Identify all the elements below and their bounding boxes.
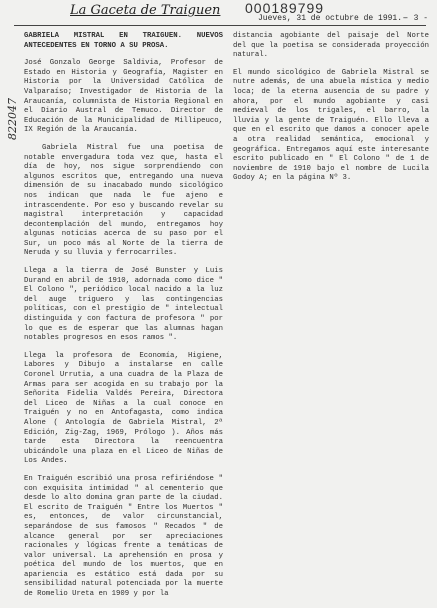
article-headline: GABRIELA MISTRAL EN TRAIGUEN. NUEVOS ANTECEDENTES EN TORNO A SU PROSA. — [24, 32, 223, 50]
article-paragraph: distancia agobiante del paisaje del Norte del que la poetisa se considerada proyección natural. — [233, 32, 429, 60]
article-paragraph: Llega a la tierra de José Bunster y Luis Durand en abril de 1910, adornada como dice " El Colono ", periódico local nacido a la luz del auge triguero y las contingencias políticas, con el prestigio de " intelectual distinguida y con factura de profesora " por lo que es de esperar que las alumnas hagan notables progresos en esos ramos ". — [24, 267, 223, 343]
article-paragraph: Gabriela Mistral fue una poetisa de notable envergadura toda vez que, hasta el día de hoy, nos sigue sorprendiendo con algunos escritos que, entregando una nueva dimensión de su inacabado mundo sicológico nos indican que nada le fue ajeno e intrascendente. Por eso y buscando revelar su magistral interpretación y capacidad decontemplación del mundo, entregamos hoy algunas noticias acerca de su paso por el Sur, un poco más al Norte de la tierra de Neruda y su lluvia y ferrocarriles. — [24, 143, 223, 258]
archive-stamp-number: 000189799 — [245, 0, 325, 16]
header-rule — [14, 25, 426, 26]
masthead-title: La Gaceta de Traiguen — [70, 3, 221, 18]
page-number: - 3 - — [404, 14, 429, 23]
handwritten-margin-note: 822047 — [6, 98, 19, 140]
author-bio-paragraph: José Gonzalo George Saldivia, Profesor de Estado en Historia y Geografía, Magister en Historia por la Universidad Católica de Valparaíso; Investigador de Historia de la Araucanía, columnista de Historia Regional en el Diario Austral de Temuco. Director de Educación de la Municipalidad de Millipeuco, IX Región de la Araucanía. — [24, 59, 223, 135]
article-paragraph: El mundo sicológico de Gabriela Mistral se nutre además, de una abuela mística y medio loca; de la eterna ausencia de su padre y ahora, por el mundo agobiante y casi medieval de los trigales, el barro, la lluvia y la gente de Traiguén. Ello lleva a que en el escrito que damos a conocer apele a otra realidad semántica, emocional y geográfica. Entregamos aquí este interesante escrito publicado en " El Colono " de 1 de noviembre de 1910 bajo el nombre de Lucila Godoy A; en la página Nº 3. — [233, 68, 429, 183]
publication-date: Jueves, 31 de octubre de 1991.- — [258, 14, 407, 23]
article-paragraph: Llega la profesora de Economía, Higiene, Labores y Dibujo a instalarse en calle Coronel Urrutia, a una cuadra de la Plaza de Armas para ser acogida en su trabajo por la Señorita Fidelia Valdés Pereira, Directora del Liceo de Niñas a la cual conoce en Traiguén y no en Antofagasta, como indica Alone ( Antología de Gabriela Mistral, 2ª Edición, Zig-Zag, 1969, Prólogo ). Años más tarde esta Directora la reencuentra ubicándole una plaza en el Liceo de Niñas de Los Andes. — [24, 351, 223, 466]
right-column — [233, 32, 429, 192]
left-column — [24, 32, 223, 608]
article-paragraph: En Traiguén escribió una prosa refiriéndose " con exquisita intimidad " al cementerio que desde lo alto domina gran parte de la ciudad. El escrito de Traiguén " Entre los Muertos " es, entonces, de valor circunstancial, separándose de sus famosos " Recados " de alcance general por ser apreciaciones racionales y lógicas frente a temáticas de valor universal. La aprehensión en prosa y poética del mundo de los muertos, que en apariencia es estático está dada por su sensibilidad natural potenciada por la muerte de Romelio Ureta en 1909 y por la — [24, 474, 223, 599]
